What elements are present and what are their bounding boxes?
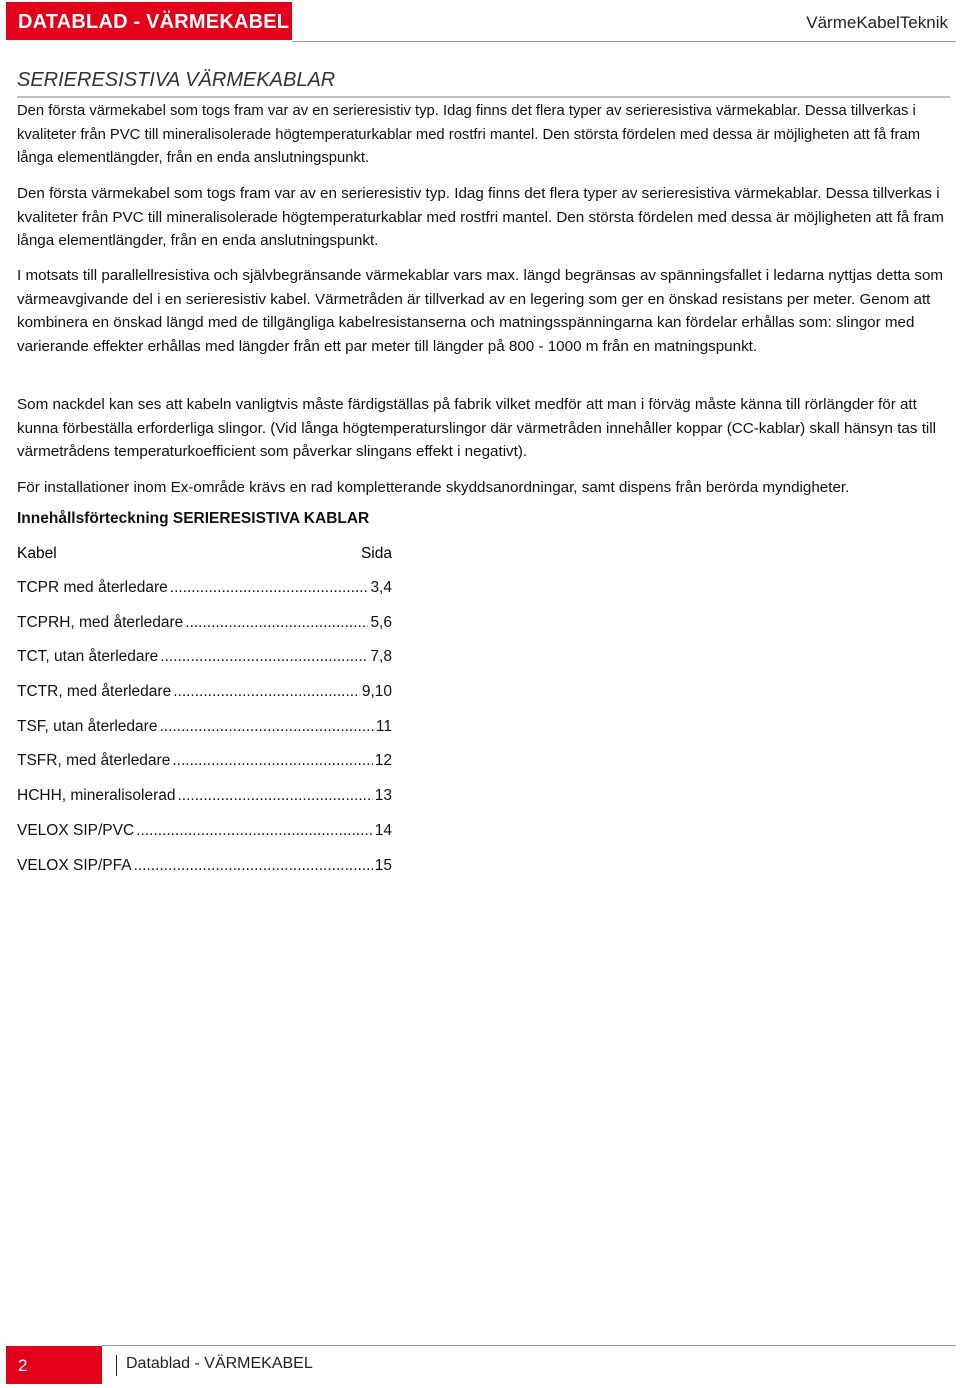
toc-item-page: 9,10 [361, 683, 392, 701]
footer-document-name: Datablad - VÄRMEKABEL [126, 1355, 313, 1372]
footer-separator [116, 1355, 117, 1376]
toc-heading: Innehållsförteckning SERIERESISTIVA KABLAR [17, 510, 370, 527]
toc-leader-dots [185, 614, 368, 632]
header-divider [292, 41, 956, 42]
toc-column-kabel: Kabel [17, 545, 57, 562]
toc-list [17, 579, 392, 891]
footer-page-number: 2 [6, 1346, 102, 1384]
brand-name: VärmeKabelTeknik [806, 13, 948, 32]
toc-item[interactable] [17, 579, 392, 614]
toc-item-page: 14 [374, 821, 392, 839]
toc-leader-dots [134, 857, 373, 875]
toc-leader-dots [173, 683, 360, 701]
paragraph-intro: Den första värmekabel som togs fram var av en serieresistiv typ. Idag finns det flera typer av serieresistiva värmekablar. Dessa tillverkas i kvaliteter från PVC till mineralisolerade högtemperaturkablar med rostfri mantel. Den största fördelen med dessa är möjligheten att få fram långa elementlängder, från en enda anslutningspunkt. [17, 103, 921, 167]
toc-item-name: TSFR, med återledare [17, 752, 171, 770]
toc-item-page: 11 [375, 717, 392, 735]
document-title: DATABLAD - VÄRMEKABEL [6, 2, 292, 40]
toc-item-name: VELOX SIP/PVC [17, 821, 135, 839]
toc-item-page: 3,4 [370, 579, 392, 596]
toc-item-name: HCHH, mineralisolerad [17, 787, 176, 805]
toc-item-name: TCT, utan återledare [17, 648, 159, 666]
toc-item-page: 13 [374, 787, 392, 805]
toc-item[interactable] [17, 614, 392, 649]
toc-item-name: TSF, utan återledare [17, 717, 158, 735]
toc-item-name: TCPR med återledare [17, 579, 168, 596]
toc-item[interactable] [17, 752, 392, 787]
toc-column-sida: Sida [360, 545, 392, 562]
paragraph-ex-area: För installationer inom Ex-område krävs en rad kompletterande skyddsanordningar, samt dispens från berörda myndigheter. [17, 479, 850, 496]
toc-item-page: 5,6 [370, 613, 392, 631]
toc-leader-dots [160, 648, 368, 666]
paragraph-comparison: I motsats till parallellresistiva och självbegränsande värmekablar vars max. längd begränsas av spänningsfallet i ledarna nyttjas detta som värmeavgivande del i en serieresistiv kabel. Värmetråden är tillverkad av en legering som ger en önskad resistans per meter. Genom att kombinera en önskad längd med de tillgängliga kabelresistanserna och matningsspänningarna kan fördelar erhållas som: slingor med varierande effekter erhållas med längder från ett par meter till längder på 800 - 1000 m från en matningspunkt. [17, 267, 944, 355]
toc-item-name: TCTR, med återledare [17, 683, 172, 701]
toc-item[interactable] [17, 683, 392, 718]
toc-item[interactable] [17, 857, 392, 892]
section-divider [17, 96, 950, 98]
toc-item[interactable] [17, 648, 392, 683]
toc-leader-dots [178, 787, 373, 805]
footer-divider [102, 1345, 956, 1346]
toc-item-name: VELOX SIP/PFA [17, 856, 132, 874]
toc-item-page: 12 [374, 752, 392, 770]
toc-leader-dots [136, 822, 373, 840]
section-title: SERIERESISTIVA VÄRMEKABLAR [17, 69, 336, 91]
toc-item-page: 7,8 [370, 648, 392, 666]
toc-item[interactable] [17, 822, 392, 857]
paragraph-drawbacks: Som nackdel kan ses att kabeln vanligtvis måste färdigställas på fabrik vilket medför att man i förväg måste känna till rörlängder för att kunna förbeställa erforderliga slingor. (Vid långa högtemperaturslingor där värmetråden innehåller koppar (CC-kablar) skall hänsyn tas till värmetrådens temperaturkoefficient som påverkar slingans effekt i negativt). [17, 396, 937, 461]
toc-leader-dots [172, 752, 372, 770]
paragraph-intro-repeat: Den första värmekabel som togs fram var av en serieresistiv typ. Idag finns det flera typer av serieresistiva värmekablar. Dessa tillverkas i kvaliteter från PVC till mineralisolerade högtemperaturkablar med rostfri mantel. Den största fördelen med dessa är möjligheten att få fram långa elementlängder, från en enda anslutningspunkt. [17, 185, 944, 250]
toc-item-name: TCPRH, med återledare [17, 613, 184, 631]
toc-item-page: 15 [374, 856, 392, 874]
toc-leader-dots [170, 579, 369, 597]
toc-item[interactable] [17, 718, 392, 753]
toc-leader-dots [159, 718, 373, 736]
toc-item[interactable] [17, 787, 392, 822]
